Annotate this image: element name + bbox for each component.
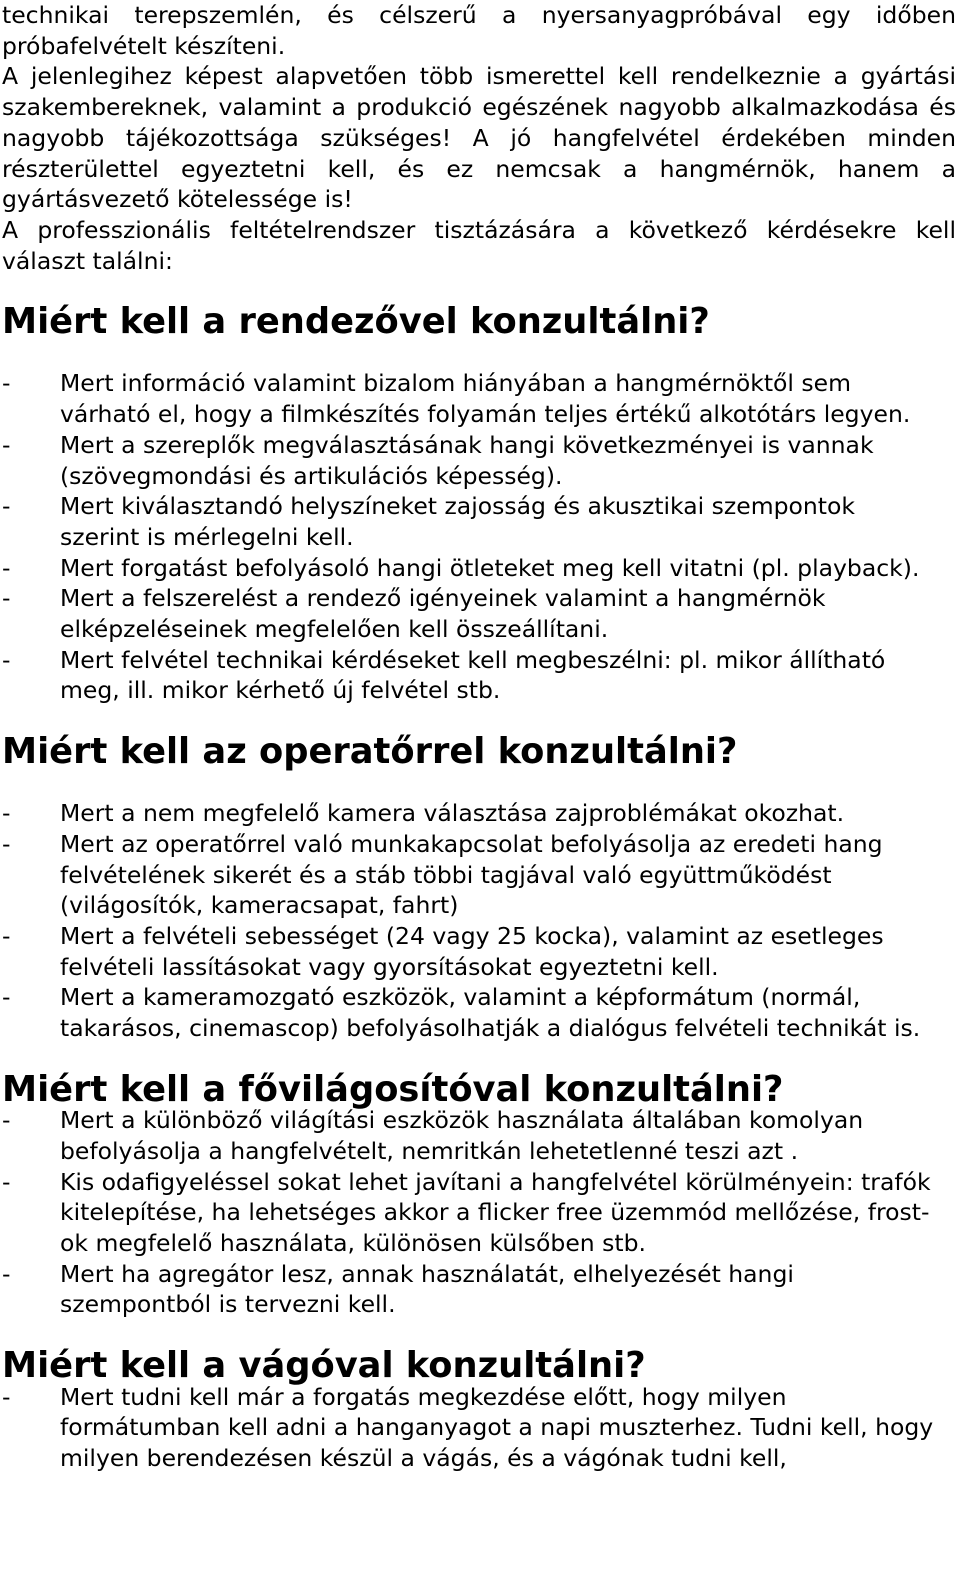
list-item-text: Mert az operatőrrel való munkakapcsolat befolyásolja az eredeti hang felvételének sikerét és a stáb többi tagjával való együttműködést (világosítók, kameracsapat, fahrt) [60, 829, 883, 920]
list-dash: - [2, 799, 11, 828]
spacer [0, 768, 960, 799]
list-item-text: Mert forgatást befolyásoló hangi ötleteket meg kell vitatni (pl. playback). [60, 553, 920, 582]
list-dash: - [2, 922, 11, 951]
list-item [0, 921, 940, 982]
list-item-text: Mert ha agregátor lesz, annak használatát, elhelyezését hangi szempontból is tervezni kell. [60, 1259, 794, 1319]
list-item-text: Mert információ valamint bizalom hiányában a hangmérnöktől sem várható el, hogy a filmkészítés folyamán teljes értékű alkotótárs legyen. [60, 369, 911, 429]
list-item-text: Mert kiválasztandó helyszíneket zajosság és akusztikai szempontok szerint is mérlegelni kell. [60, 492, 855, 551]
section-heading-editor: Miért kell a vágóval konzultálni? [2, 1344, 646, 1386]
list-item [0, 829, 940, 921]
intro-paragraph-2: A jelenlegihez képest alapvetően több ismerettel kell rendelkeznie a gyártási szakembereknek, valamint a produkció egészének nagyobb alkalmazkodása és nagyobb tájékozottsága szükséges! A jó hangfelvétel érdekében minden részterülettel egyeztetni kell, és ez nemcsak a hangmérnök, hanem a gyártásvezető kötelessége is! [2, 62, 956, 214]
list-dash: - [2, 645, 11, 674]
section-list-cinematographer [0, 798, 960, 1044]
list-item-text: Mert tudni kell már a forgatás megkezdése előtt, hogy milyen formátumban kell adni a hanganyagot a napi muszterhez. Tudni kell, hogy milyen berendezésen készül a vágás, és a vágónak tudni kell, [60, 1382, 934, 1472]
list-item [0, 1259, 940, 1320]
list-item-text: Kis odafigyeléssel sokat lehet javítani a hangfelvétel körülményein: trafók kitelepítése, ha lehetséges akkor a flicker free üzemmód mellőzése, frost-ok megfelelő használata, különösen külsőben stb. [60, 1167, 931, 1258]
section-list-editor [0, 1382, 960, 1474]
list-item-text: Mert a szereplők megválasztásának hangi következményei is vannak (szövegmondási és artikulációs képesség). [60, 430, 874, 490]
section-list-gaffer [0, 1105, 960, 1320]
list-item-text: Mert a felvételi sebességet (24 vagy 25 kocka), valamint az esetleges felvételi lassításokat vagy gyorsításokat egyeztetni kell. [60, 922, 884, 981]
list-item [0, 368, 940, 429]
section-list-director [0, 368, 960, 706]
list-item-text: Mert a különböző világítási eszközök használata általában komolyan befolyásolja a hangfelvételt, nemritkán lehetetlenné teszi azt . [60, 1106, 864, 1165]
list-dash: - [2, 983, 11, 1012]
intro-paragraph-1: technikai terepszemlén, és célszerű a nyersanyagpróbával egy időben próbafelvételt készíteni. [2, 1, 956, 60]
list-dash: - [2, 1106, 11, 1135]
list-dash: - [2, 430, 11, 459]
section-heading-gaffer: Miért kell a fővilágosítóval konzultálni? [2, 1068, 784, 1110]
list-dash: - [2, 829, 11, 858]
list-item [0, 645, 940, 706]
spacer [0, 338, 960, 369]
list-item-text: Mert felvétel technikai kérdéseket kell megbeszélni: pl. mikor állítható meg, ill. mikor kérhető új felvétel stb. [60, 645, 886, 705]
list-item [0, 982, 940, 1043]
list-item [0, 491, 940, 552]
list-item [0, 553, 940, 584]
list-dash: - [2, 1167, 11, 1196]
list-item [0, 798, 940, 829]
list-dash: - [2, 492, 11, 521]
list-dash: - [2, 553, 11, 582]
list-dash: - [2, 1259, 11, 1288]
list-item [0, 583, 940, 644]
list-dash: - [2, 369, 11, 398]
list-dash: - [2, 584, 11, 613]
section-heading-director: Miért kell a rendezővel konzultálni? [2, 301, 710, 343]
list-item-text: Mert a kameramozgató eszközök, valamint a képformátum (normál, takarásos, cinemascop) befolyásolhatják a dialógus felvételi technikát is. [60, 983, 921, 1043]
list-item [0, 1382, 940, 1474]
list-item [0, 1167, 940, 1259]
list-item-text: Mert a nem megfelelő kamera választása zajproblémákat okozhat. [60, 799, 845, 828]
list-item-text: Mert a felszerelést a rendező igényeinek valamint a hangmérnök elképzeléseinek megfelelően kell összeállítani. [60, 584, 826, 644]
list-item [0, 430, 940, 491]
intro-paragraph-3: A professzionális feltételrendszer tisztázására a következő kérdésekre kell választ találni: [2, 215, 956, 275]
list-dash: - [2, 1382, 11, 1411]
section-heading-cinematographer: Miért kell az operatőrrel konzultálni? [2, 730, 738, 772]
list-item [0, 1105, 940, 1166]
